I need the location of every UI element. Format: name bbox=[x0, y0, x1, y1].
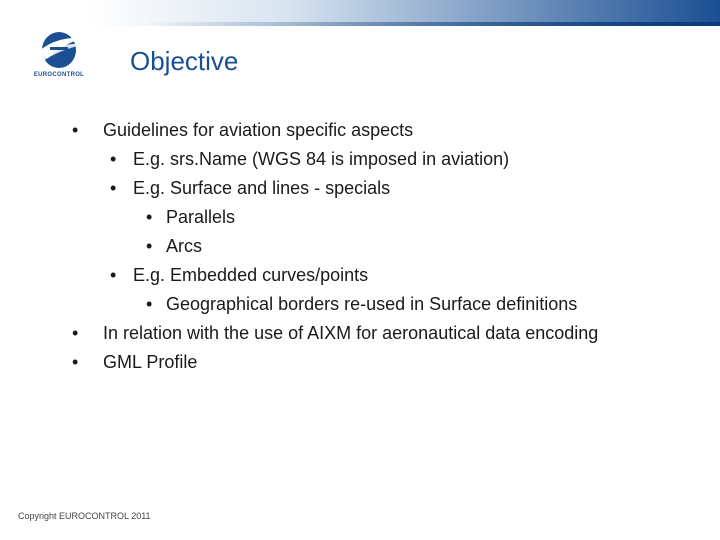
bullet-item-level-2 bbox=[72, 174, 692, 203]
bullet-item-level-1 bbox=[72, 116, 692, 145]
bullet-text: Guidelines for aviation specific aspects bbox=[103, 120, 414, 140]
bullet-text: E.g. Surface and lines - specials bbox=[133, 178, 391, 198]
bullet-text: E.g. srs.Name (WGS 84 is imposed in aviation) bbox=[133, 149, 510, 169]
bullet-item-level-1 bbox=[72, 319, 692, 348]
bullet-text: Arcs bbox=[166, 236, 202, 256]
bullet-text: E.g. Embedded curves/points bbox=[133, 265, 369, 285]
logo-wordmark: EUROCONTROL bbox=[33, 72, 85, 78]
header-bar-strip bbox=[0, 22, 720, 26]
bullet-dot: • bbox=[72, 323, 79, 343]
bullet-dot: • bbox=[110, 149, 117, 169]
bullet-dot: • bbox=[146, 294, 153, 314]
bullet-text: Geographical borders re-used in Surface definitions bbox=[166, 294, 578, 314]
eurocontrol-emblem-icon bbox=[28, 28, 90, 72]
bullet-text: GML Profile bbox=[103, 352, 198, 372]
bullet-item-level-3 bbox=[72, 203, 692, 232]
eurocontrol-logo bbox=[28, 28, 90, 84]
bullet-item-level-3 bbox=[72, 290, 692, 319]
bullet-dot: • bbox=[146, 207, 153, 227]
bullet-text: In relation with the use of AIXM for aeronautical data encoding bbox=[103, 323, 599, 343]
bullet-dot: • bbox=[146, 236, 153, 256]
bullet-item-level-1 bbox=[72, 348, 692, 377]
page-title: Objective bbox=[130, 46, 239, 76]
bullet-text: Parallels bbox=[166, 207, 236, 227]
bullet-list bbox=[72, 116, 692, 377]
bullet-item-level-3 bbox=[72, 232, 692, 261]
bullet-item-level-2 bbox=[72, 145, 692, 174]
bullet-dot: • bbox=[72, 352, 79, 372]
bullet-dot: • bbox=[110, 178, 117, 198]
bullet-dot: • bbox=[110, 265, 117, 285]
copyright-footer: Copyright EUROCONTROL 2011 bbox=[18, 511, 151, 521]
bullet-dot: • bbox=[72, 120, 79, 140]
bullet-item-level-2 bbox=[72, 261, 692, 290]
